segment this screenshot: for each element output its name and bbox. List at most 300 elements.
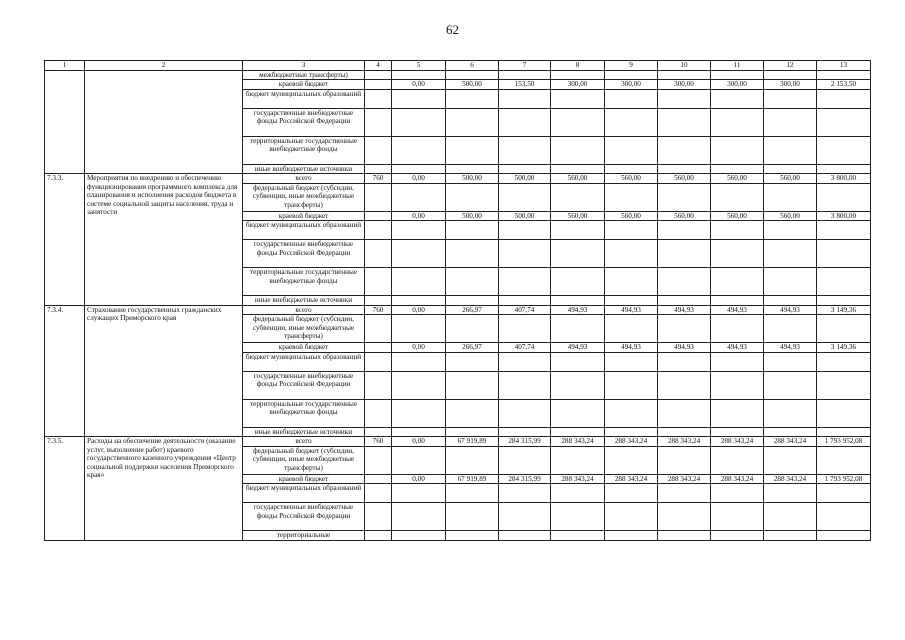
year-value [446, 71, 499, 80]
header-cell: 3 [243, 61, 365, 71]
year-value [446, 240, 499, 268]
budget-code [365, 240, 392, 268]
year-value: 494,93 [711, 343, 764, 352]
funding-source: бюджет муниципальных образований [243, 89, 365, 108]
year-value [711, 503, 764, 531]
year-value: 288 343,24 [658, 474, 711, 483]
year-value [392, 108, 446, 136]
year-value: 288 343,24 [658, 437, 711, 446]
funding-source: бюджет муниципальных образований [243, 221, 365, 240]
year-value [764, 352, 817, 371]
table-row [45, 305, 871, 314]
year-value: 560,00 [658, 174, 711, 183]
year-value [658, 296, 711, 305]
year-value [605, 89, 658, 108]
year-value [658, 183, 711, 211]
budget-code [365, 89, 392, 108]
table-row [45, 174, 871, 183]
year-value [551, 484, 605, 503]
year-value: 288 343,24 [711, 474, 764, 483]
item-description [85, 71, 243, 174]
year-value [764, 240, 817, 268]
year-value [551, 268, 605, 296]
total-value: 1 793 952,08 [817, 437, 871, 446]
year-value [392, 484, 446, 503]
year-value [392, 221, 446, 240]
total-value: 2 153,50 [817, 80, 871, 89]
year-value: 494,93 [605, 305, 658, 314]
year-value [499, 531, 551, 540]
year-value [605, 427, 658, 436]
year-value: 500,00 [446, 80, 499, 89]
total-value [817, 108, 871, 136]
funding-source: иные внебюджетные источники [243, 164, 365, 173]
year-value: 500,00 [499, 211, 551, 220]
budget-code [365, 164, 392, 173]
year-value [499, 315, 551, 343]
year-value [446, 183, 499, 211]
funding-source: краевой бюджет [243, 474, 365, 483]
total-value [817, 268, 871, 296]
year-value [711, 108, 764, 136]
year-value [392, 183, 446, 211]
year-value [446, 371, 499, 399]
year-value [446, 221, 499, 240]
year-value [605, 446, 658, 474]
budget-code [365, 399, 392, 427]
total-value [817, 315, 871, 343]
year-value [764, 531, 817, 540]
total-value [817, 399, 871, 427]
year-value [658, 164, 711, 173]
funding-source: бюджет муниципальных образований [243, 352, 365, 371]
total-value [817, 240, 871, 268]
year-value [551, 71, 605, 80]
year-value [446, 108, 499, 136]
funding-source: федеральный бюджет (субсидии, субвенции, иные межбюджетные трансферты) [243, 183, 365, 211]
funding-source: краевой бюджет [243, 343, 365, 352]
total-value [817, 89, 871, 108]
year-value [446, 503, 499, 531]
year-value [711, 136, 764, 164]
funding-source: иные внебюджетные источники [243, 427, 365, 436]
year-value: 494,93 [764, 343, 817, 352]
budget-code [365, 183, 392, 211]
table-body [45, 71, 871, 541]
year-value [446, 136, 499, 164]
budget-code [365, 446, 392, 474]
year-value [605, 315, 658, 343]
year-value [499, 371, 551, 399]
year-value [551, 296, 605, 305]
year-value [658, 531, 711, 540]
year-value [499, 268, 551, 296]
year-value [764, 221, 817, 240]
year-value [551, 315, 605, 343]
header-cell: 11 [711, 61, 764, 71]
header-cell: 8 [551, 61, 605, 71]
year-value [764, 296, 817, 305]
year-value [711, 446, 764, 474]
year-value [605, 136, 658, 164]
year-value: 560,00 [764, 211, 817, 220]
funding-source: территориальные государственные внебюджетные фонды [243, 399, 365, 427]
year-value [551, 136, 605, 164]
budget-code [365, 136, 392, 164]
year-value [764, 371, 817, 399]
year-value [605, 484, 658, 503]
year-value [499, 183, 551, 211]
year-value [658, 484, 711, 503]
funding-source: государственные внебюджетные фонды Российской Федерации [243, 371, 365, 399]
year-value [711, 315, 764, 343]
item-number: 7.3.3. [45, 174, 85, 305]
year-value [551, 221, 605, 240]
year-value: 500,00 [499, 174, 551, 183]
year-value [446, 446, 499, 474]
year-value: 0,00 [392, 80, 446, 89]
year-value: 266,97 [446, 343, 499, 352]
year-value [446, 531, 499, 540]
year-value [499, 221, 551, 240]
funding-source: территориальные [243, 531, 365, 540]
year-value [764, 164, 817, 173]
year-value [551, 89, 605, 108]
header-cell: 13 [817, 61, 871, 71]
year-value [711, 71, 764, 80]
year-value [711, 164, 764, 173]
funding-source: всего [243, 174, 365, 183]
year-value [392, 446, 446, 474]
year-value: 0,00 [392, 211, 446, 220]
year-value [551, 446, 605, 474]
year-value: 266,97 [446, 305, 499, 314]
total-value: 3 800,00 [817, 174, 871, 183]
year-value: 300,00 [764, 80, 817, 89]
budget-code [365, 211, 392, 220]
year-value [658, 89, 711, 108]
header-cell: 4 [365, 61, 392, 71]
budget-code [365, 503, 392, 531]
year-value [499, 503, 551, 531]
year-value [499, 352, 551, 371]
year-value: 407,74 [499, 305, 551, 314]
year-value: 494,93 [551, 305, 605, 314]
year-value: 494,93 [711, 305, 764, 314]
header-cell: 7 [499, 61, 551, 71]
funding-source: краевой бюджет [243, 80, 365, 89]
year-value [605, 399, 658, 427]
year-value [711, 427, 764, 436]
page-number: 62 [446, 22, 459, 37]
year-value [711, 399, 764, 427]
year-value [551, 108, 605, 136]
year-value [446, 352, 499, 371]
funding-source: государственные внебюджетные фонды Российской Федерации [243, 108, 365, 136]
year-value [392, 164, 446, 173]
budget-code: 760 [365, 305, 392, 314]
year-value: 560,00 [764, 174, 817, 183]
year-value [658, 71, 711, 80]
year-value [551, 427, 605, 436]
year-value [764, 399, 817, 427]
total-value [817, 371, 871, 399]
total-value [817, 136, 871, 164]
year-value: 0,00 [392, 343, 446, 352]
year-value: 494,93 [605, 343, 658, 352]
year-value [446, 164, 499, 173]
year-value [711, 371, 764, 399]
year-value [605, 296, 658, 305]
year-value [605, 221, 658, 240]
year-value [392, 240, 446, 268]
year-value [658, 399, 711, 427]
year-value [764, 446, 817, 474]
budget-code [365, 371, 392, 399]
year-value: 288 343,24 [764, 474, 817, 483]
year-value [392, 503, 446, 531]
header-cell: 12 [764, 61, 817, 71]
year-value: 300,00 [605, 80, 658, 89]
year-value [392, 315, 446, 343]
year-value [764, 268, 817, 296]
year-value [392, 71, 446, 80]
total-value [817, 352, 871, 371]
budget-code [365, 268, 392, 296]
header-cell: 2 [85, 61, 243, 71]
year-value [658, 352, 711, 371]
year-value [711, 531, 764, 540]
year-value [446, 296, 499, 305]
budget-code [365, 343, 392, 352]
year-value [711, 484, 764, 503]
year-value [551, 164, 605, 173]
year-value: 560,00 [658, 211, 711, 220]
budget-code: 760 [365, 437, 392, 446]
year-value [658, 221, 711, 240]
budget-code [365, 221, 392, 240]
budget-code [365, 427, 392, 436]
year-value [658, 371, 711, 399]
budget-code [365, 108, 392, 136]
total-value: 3 800,00 [817, 211, 871, 220]
year-value [711, 240, 764, 268]
total-value [817, 531, 871, 540]
year-value: 300,00 [551, 80, 605, 89]
year-value: 407,74 [499, 343, 551, 352]
total-value: 1 793 952,08 [817, 474, 871, 483]
year-value: 560,00 [551, 174, 605, 183]
item-number: 7.3.5. [45, 437, 85, 540]
year-value [764, 71, 817, 80]
year-value [499, 296, 551, 305]
item-description: Расходы на обеспечение деятельности (оказание услуг, выполнение работ) краевого государственного казенного учреждения «Центр социальной поддержки населения Приморского края» [85, 437, 243, 540]
year-value [551, 531, 605, 540]
budget-table [44, 60, 871, 541]
year-value: 0,00 [392, 437, 446, 446]
header-cell: 5 [392, 61, 446, 71]
year-value [551, 503, 605, 531]
year-value [392, 268, 446, 296]
total-value [817, 503, 871, 531]
funding-source: государственные внебюджетные фонды Российской Федерации [243, 240, 365, 268]
year-value: 153,50 [499, 80, 551, 89]
year-value [551, 183, 605, 211]
year-value [551, 371, 605, 399]
year-value: 0,00 [392, 174, 446, 183]
year-value [392, 89, 446, 108]
year-value [711, 183, 764, 211]
total-value [817, 427, 871, 436]
year-value: 0,00 [392, 474, 446, 483]
year-value: 494,93 [551, 343, 605, 352]
total-value [817, 446, 871, 474]
year-value [392, 399, 446, 427]
year-value [658, 240, 711, 268]
total-value [817, 221, 871, 240]
total-value [817, 484, 871, 503]
year-value [658, 315, 711, 343]
table-row [45, 71, 871, 80]
item-number [45, 71, 85, 174]
year-value [446, 399, 499, 427]
year-value [499, 427, 551, 436]
year-value: 494,93 [764, 305, 817, 314]
year-value [446, 89, 499, 108]
budget-code [365, 80, 392, 89]
header-cell: 1 [45, 61, 85, 71]
year-value [711, 221, 764, 240]
year-value: 560,00 [605, 211, 658, 220]
year-value: 500,00 [446, 211, 499, 220]
year-value: 560,00 [605, 174, 658, 183]
year-value [764, 108, 817, 136]
year-value: 560,00 [711, 174, 764, 183]
funding-source: всего [243, 437, 365, 446]
year-value [392, 352, 446, 371]
year-value [658, 108, 711, 136]
year-value [711, 296, 764, 305]
funding-source: территориальные государственные внебюджетные фонды [243, 268, 365, 296]
year-value: 0,00 [392, 305, 446, 314]
year-value: 300,00 [711, 80, 764, 89]
year-value [551, 399, 605, 427]
year-value: 288 343,24 [711, 437, 764, 446]
year-value [499, 446, 551, 474]
funding-source: федеральный бюджет (субсидии, субвенции, иные межбюджетные трансферты) [243, 315, 365, 343]
header-cell: 9 [605, 61, 658, 71]
table-row [45, 437, 871, 446]
year-value [605, 268, 658, 296]
year-value [499, 240, 551, 268]
year-value [499, 108, 551, 136]
year-value [764, 427, 817, 436]
year-value [764, 503, 817, 531]
budget-code: 760 [365, 174, 392, 183]
year-value [551, 352, 605, 371]
funding-source: краевой бюджет [243, 211, 365, 220]
year-value [658, 503, 711, 531]
year-value [446, 268, 499, 296]
budget-code [365, 315, 392, 343]
year-value [392, 296, 446, 305]
year-value [711, 89, 764, 108]
item-description: Страхование государственных гражданских служащих Приморского края [85, 305, 243, 436]
budget-code [365, 474, 392, 483]
year-value: 560,00 [711, 211, 764, 220]
year-value [658, 136, 711, 164]
funding-source: федеральный бюджет (субсидии, субвенции, иные межбюджетные трансферты) [243, 446, 365, 474]
year-value [499, 399, 551, 427]
year-value [711, 268, 764, 296]
year-value: 67 919,89 [446, 437, 499, 446]
year-value [499, 71, 551, 80]
budget-code [365, 296, 392, 305]
year-value [392, 136, 446, 164]
header-cell: 6 [446, 61, 499, 71]
year-value [499, 89, 551, 108]
budget-code [365, 484, 392, 503]
year-value: 288 343,24 [605, 437, 658, 446]
budget-code [365, 531, 392, 540]
year-value [392, 371, 446, 399]
year-value [605, 531, 658, 540]
year-value: 300,00 [658, 80, 711, 89]
year-value [711, 352, 764, 371]
year-value [499, 164, 551, 173]
year-value [605, 503, 658, 531]
total-value [817, 296, 871, 305]
funding-source: бюджет муниципальных образований [243, 484, 365, 503]
header-row [45, 61, 871, 71]
year-value [764, 136, 817, 164]
year-value [446, 315, 499, 343]
year-value: 67 919,89 [446, 474, 499, 483]
year-value: 288 343,24 [764, 437, 817, 446]
year-value [658, 446, 711, 474]
funding-source: государственные внебюджетные фонды Российской Федерации [243, 503, 365, 531]
year-value: 288 343,24 [605, 474, 658, 483]
funding-source: территориальные государственные внебюджетные фонды [243, 136, 365, 164]
total-value: 3 149,36 [817, 343, 871, 352]
year-value [605, 371, 658, 399]
year-value: 288 343,24 [551, 474, 605, 483]
year-value: 500,00 [446, 174, 499, 183]
budget-code [365, 71, 392, 80]
year-value [764, 89, 817, 108]
budget-code [365, 352, 392, 371]
funding-source: иные внебюджетные источники [243, 296, 365, 305]
year-value [499, 136, 551, 164]
item-number: 7.3.4. [45, 305, 85, 436]
year-value [764, 183, 817, 211]
year-value [551, 240, 605, 268]
year-value: 288 343,24 [551, 437, 605, 446]
total-value [817, 164, 871, 173]
year-value [605, 164, 658, 173]
year-value [499, 484, 551, 503]
year-value: 560,00 [551, 211, 605, 220]
item-description: Мероприятия по внедрению и обеспечению функционирования программного комплекса для планирования и исполнения расходов бюджета в системе социальной защиты населения, труда и занятости [85, 174, 243, 305]
year-value: 494,93 [658, 343, 711, 352]
funding-source: всего [243, 305, 365, 314]
year-value: 494,93 [658, 305, 711, 314]
year-value [605, 71, 658, 80]
year-value [392, 531, 446, 540]
year-value [605, 108, 658, 136]
year-value [605, 183, 658, 211]
year-value [658, 268, 711, 296]
